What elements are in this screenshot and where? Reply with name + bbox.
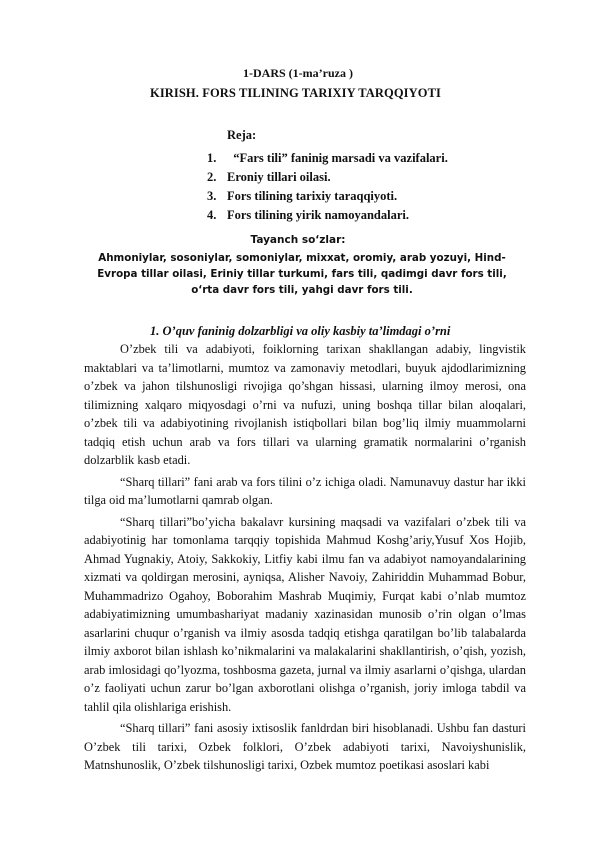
- plan-item: [207, 149, 448, 168]
- plan-item-number: 2.: [207, 170, 217, 184]
- plan-item-number: 4.: [207, 208, 217, 222]
- plan-item-text: Fors tilining yirik namoyandalari.: [227, 208, 409, 222]
- body-text: [84, 340, 526, 778]
- plan-item-text: Eroniy tillari oilasi.: [227, 170, 331, 184]
- plan-item: [207, 206, 448, 225]
- plan-item-number: 3.: [207, 189, 217, 203]
- lecture-title: KIRISH. FORS TILINING TARIXIY TARQQIYOTI: [150, 86, 441, 100]
- paragraph: O’zbek tili va adabiyoti, foiklorning tarixan shakllangan adabiy, lingvistik maktablari va ta’limotlarni, mumtoz va zamonaviy metodlari, buyuk ajdodlarimizning o’zbek va jahon tilshunosligi rivojiga qo’shgan hissasi, ularning ilmoy merosi, ona tilimizning xalqaro miqyosdagi o’rni va nufuzi, uning boshqa tillar bilan aloqalari, o’zbek tili va adabiyotining rivojlanish istiqbollari bilan bog’liq ilmiy muammolarni tadqiq etish uchun arab va fors tillari va ularning gramatik normalarini o’rganish dolzarblik kasb etadi.: [84, 342, 526, 467]
- plan-item: [207, 168, 448, 187]
- plan-label: Reja:: [227, 128, 257, 142]
- paragraph: “Sharq tillari” fani asosiy ixtisoslik fanldrdan biri hisoblanadi. Ushbu fan dasturi O’zbek tili tarixi, Ozbek folklori, O’zbek adabiyoti tarixi, Navoiyshunislik, Matnshunoslik, O’zbek tilshunosligi tarixi, Ozbek mumtoz poetikasi asoslari kabi: [84, 721, 526, 772]
- keywords-text: Ahmoniylar, sosoniylar, somoniylar, mixxat, oromiy, arab yozuyi, Hind-Evropa tillar oilasi, Eriniy tillar turkumi, fars tili, qadimgi davr fors tili, o‘rta davr fors tili, yahgi davr fors tili.: [97, 252, 507, 296]
- paragraph: “Sharq tillari”bo’yicha bakalavr kursining maqsadi va vazifalari o’zbek tili va adabiyotinig har tomonlama tarqqiy topishida Mahmud Koshg’ariy,Yusuf Xos Hojib, Ahmad Yugnakiy, Atoiy, Sakkokiy, Litfiy kabi ilmu fan va adabiyot namoyandalarining xizmati va qoldirgan merosini, ayniqsa, Alisher Navoiy, Zahiriddin Muhammad Bobur, Muhammadrizo Ogahoy, Boborahim Mashrab Muqimiy, Furqat kabi o’nlab mumtoz adabiyatimizning umumbashariyat madaniy xazinasidan munosib o’rin olgan o’lmas asarlarini chuqur o’rganish va ilmiy asosda tadqiq etishga qaratilgan bo’lib talabalarda ilmiy axborot bilan ishlash ko’nikmalarini va malakalarini shakllantirish, o’qish, yozish, arab imlosidagi qo’lyozma, toshbosma gazeta, jurnal va ilmiy asarlarni o’qishga, ulardan o’z faoliyati uchun zarur bo’lgan axborotlani olishga o’rganish, joriy imloga tabdil va tahlil qila olishlariga erishish.: [84, 514, 526, 714]
- keywords-title: Tayanch so‘zlar:: [250, 234, 346, 246]
- plan-list: [207, 149, 448, 225]
- plan-item-text: “Fars tili” faninig marsadi va vazifalari.: [227, 151, 448, 165]
- plan-item: [207, 187, 448, 206]
- section-heading: 1. O’quv faninig dolzarbligi va oliy kasbiy ta’limdagi o’rni: [150, 324, 451, 338]
- lesson-number: 1-DARS (1-ma’ruza ): [243, 66, 353, 80]
- paragraph: “Sharq tillari” fani arab va fors tilini o’z ichiga oladi. Namunavuy dastur har ikki tilga oid ma’lumotlarni qamrab olgan.: [84, 474, 526, 507]
- plan-item-text: Fors tilining tarixiy taraqqiyoti.: [227, 189, 398, 203]
- plan-item-number: 1.: [207, 151, 217, 165]
